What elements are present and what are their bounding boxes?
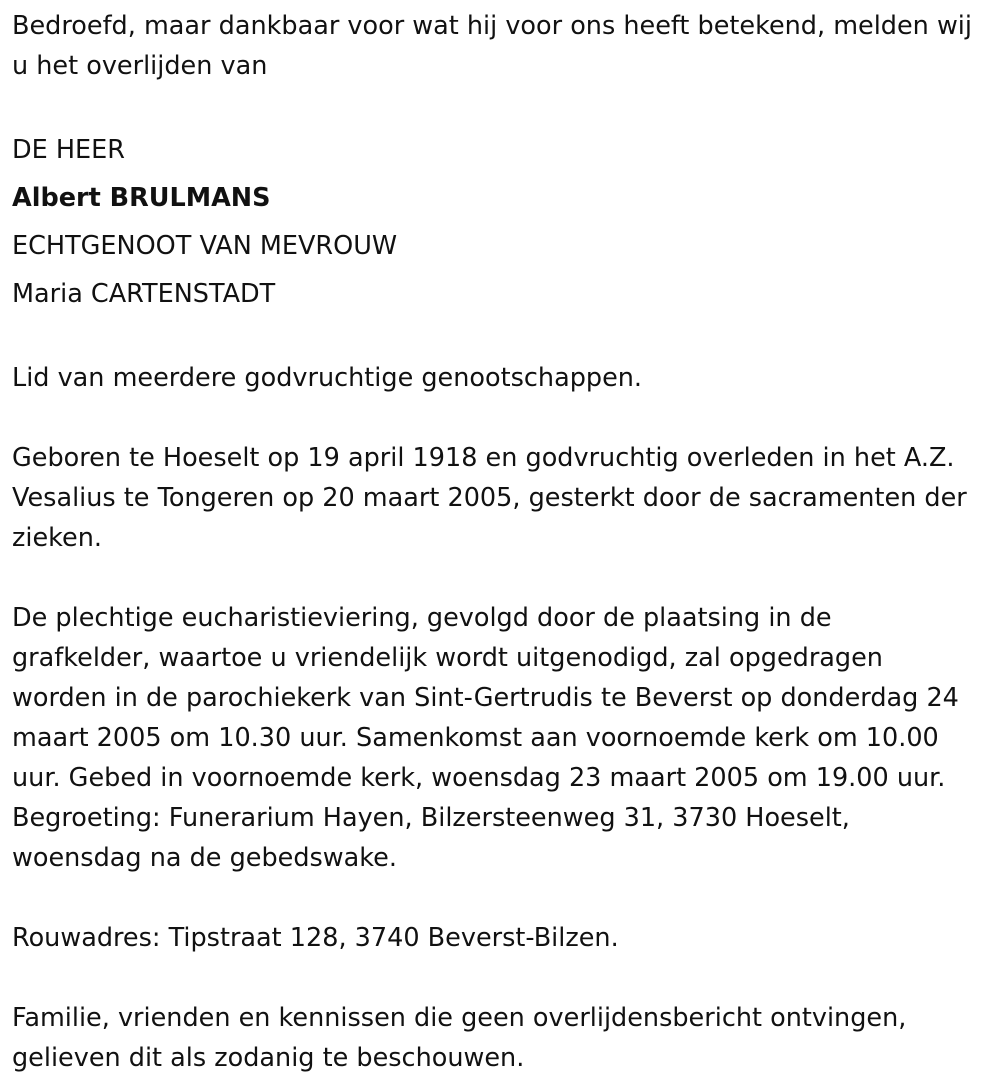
mourning-address: Rouwadres: Tipstraat 128, 3740 Beverst-Bilzen. bbox=[12, 923, 619, 953]
deceased-name: Albert BRULMANS bbox=[12, 183, 271, 213]
closing-text: Familie, vrienden en kennissen die geen overlijdensbericht ontvingen, gelieven dit als zodanig te beschouwen. bbox=[12, 1003, 907, 1073]
intro-text: Bedroefd, maar dankbaar voor wat hij voor ons heeft betekend, melden wij u het overlijden van bbox=[12, 11, 972, 81]
title-text: DE HEER bbox=[12, 135, 125, 165]
spacer bbox=[12, 86, 972, 126]
spacer bbox=[12, 318, 972, 358]
spouse-name: Maria CARTENSTADT bbox=[12, 279, 276, 309]
birth-death-text: Geboren te Hoeselt op 19 april 1918 en godvruchtig overleden in het A.Z. Vesalius te Tongeren op 20 maart 2005, gesterkt door de sacramenten der zieken. bbox=[12, 443, 967, 553]
funeral-text: De plechtige eucharistieviering, gevolgd door de plaatsing in de grafkelder, waartoe u vriendelijk wordt uitgenodigd, zal opgedragen worden in de parochiekerk van Sint-Gertrudis te Beverst op donderdag 24 maart 2005 om 10.30 uur. Samenkomst aan voornoemde kerk om 10.00 uur. Gebed in voornoemde kerk, woensdag 23 maart 2005 om 19.00 uur. Begroeting: Funerarium Hayen, Bilzersteenweg 31, 3730 Hoeselt, woensdag na de gebedswake. bbox=[12, 603, 959, 873]
spacer bbox=[12, 398, 972, 438]
membership-text: Lid van meerdere godvruchtige genootschappen. bbox=[12, 363, 643, 393]
spouse-label: ECHTGENOOT VAN MEVROUW bbox=[12, 231, 398, 261]
spacer bbox=[12, 878, 972, 918]
spacer bbox=[12, 558, 972, 598]
spacer bbox=[12, 958, 972, 998]
